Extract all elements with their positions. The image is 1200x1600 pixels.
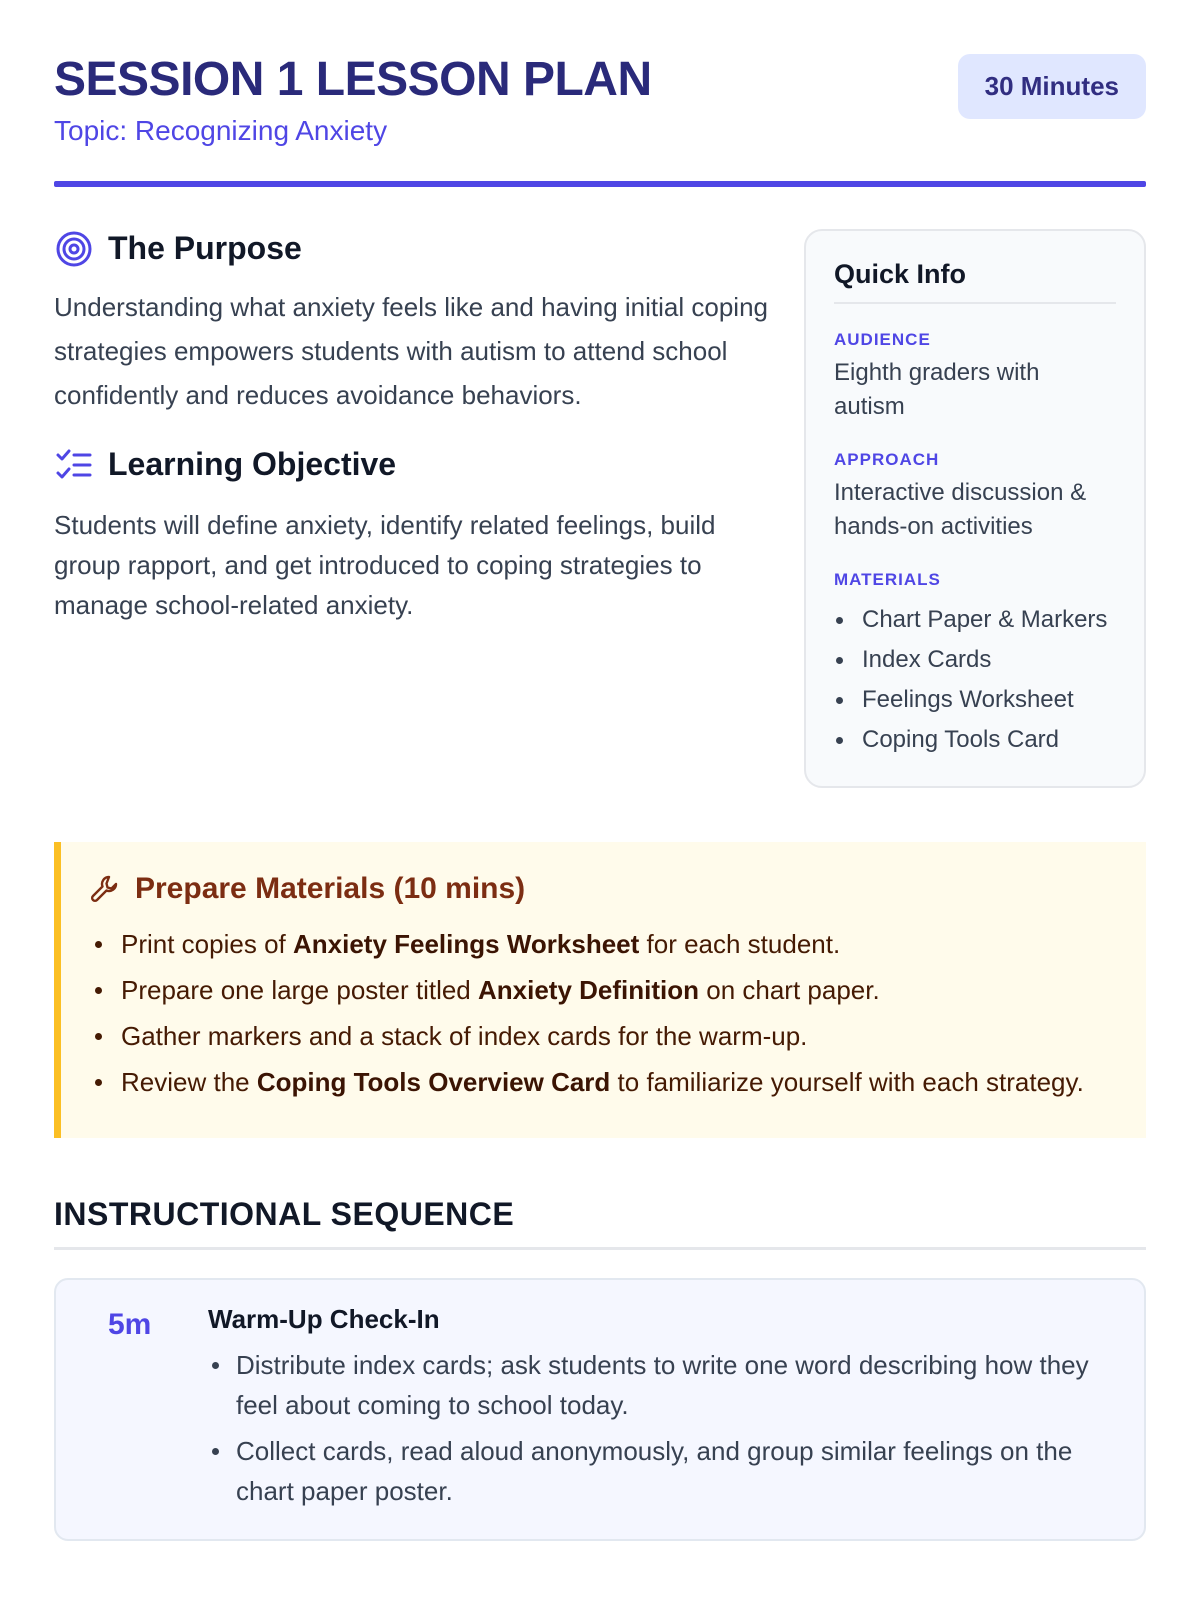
prepare-item: Gather markers and a stack of index cards for the warm-up.: [89, 1016, 1112, 1056]
approach-value: Interactive discussion & hands-on activities: [834, 478, 1087, 540]
duration-badge: 30 Minutes: [958, 54, 1146, 119]
purpose-heading: The Purpose: [108, 230, 302, 267]
step-item: Distribute index cards; ask students to write one word describing how they feel about coming to school today.: [208, 1345, 1114, 1425]
materials-list: [834, 600, 1116, 760]
target-icon: [54, 229, 94, 269]
overview-main: [54, 229, 774, 788]
materials-item: Chart Paper & Markers: [834, 600, 1116, 640]
quick-info-heading: Quick Info: [834, 259, 1116, 304]
prepare-item: Prepare one large poster titled Anxiety Definition on chart paper.: [89, 970, 1112, 1010]
objective-heading: Learning Objective: [108, 446, 397, 483]
step-list: [208, 1345, 1114, 1511]
overview-section: [54, 229, 1146, 788]
prepare-list: [89, 924, 1112, 1102]
purpose-text: Understanding what anxiety feels like and having initial coping strategies empowers students with autism to attend school confidently and reduces avoidance behaviors.: [54, 291, 768, 410]
purpose-heading-row: [54, 229, 774, 269]
materials-item: Index Cards: [834, 640, 1116, 680]
page-subtitle: Topic: Recognizing Anxiety: [54, 114, 388, 146]
step-body: [208, 1304, 1114, 1517]
wrench-icon: [89, 873, 121, 905]
sequence-heading: INSTRUCTIONAL SEQUENCE: [54, 1196, 1146, 1250]
audience-label: AUDIENCE: [834, 329, 931, 349]
page-title: SESSION 1 LESSON PLAN: [54, 53, 652, 106]
approach-label: APPROACH: [834, 449, 940, 469]
prepare-materials-box: [54, 842, 1146, 1138]
header-divider: [54, 181, 1146, 187]
audience-value: Eighth graders with autism: [834, 358, 1040, 420]
objective-text: Students will define anxiety, identify related feelings, build group rapport, and get introduced to coping strategies to manage school-related anxiety.: [54, 509, 716, 620]
step-item: Collect cards, read aloud anonymously, and group similar feelings on the chart paper poster.: [208, 1431, 1114, 1511]
prepare-item: Print copies of Anxiety Feelings Worksheet for each student.: [89, 924, 1112, 964]
quick-info-panel: [804, 229, 1146, 788]
prepare-heading: Prepare Materials (10 mins): [135, 871, 526, 905]
title-block: [54, 54, 652, 147]
materials-label: MATERIALS: [834, 569, 941, 589]
materials-item: Feelings Worksheet: [834, 680, 1116, 720]
checklist-icon: [54, 445, 94, 485]
header: [54, 54, 1146, 147]
prepare-item: Review the Coping Tools Overview Card to familiarize yourself with each strategy.: [89, 1062, 1112, 1102]
materials-item: Coping Tools Card: [834, 720, 1116, 760]
objective-heading-row: [54, 445, 774, 485]
step-duration: 5m: [108, 1307, 152, 1341]
sequence-step: [54, 1278, 1146, 1541]
step-title: Warm-Up Check-In: [208, 1303, 440, 1334]
prepare-heading-row: [89, 872, 1112, 906]
